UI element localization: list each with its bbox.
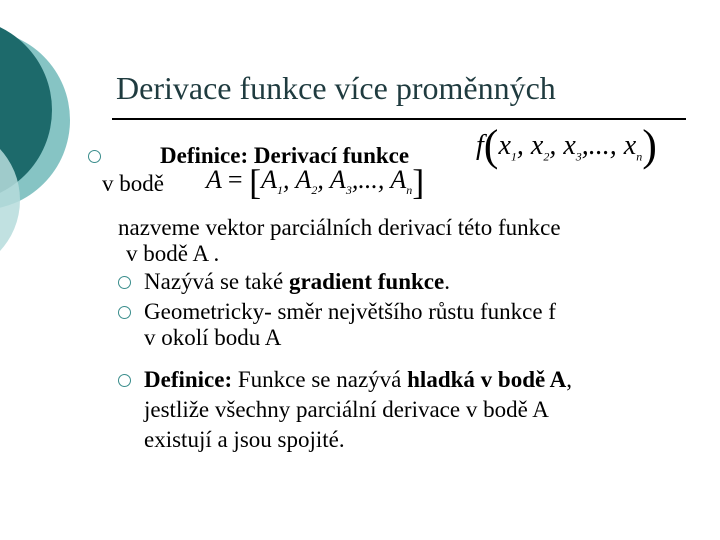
title-underline [112,118,686,120]
smooth-definition-line-3: existují a jsou spojité. [144,427,345,452]
function-formula: $f(x_1$, $x_2$, $x_3$,..., $x_n$) [476,121,657,170]
bullet-icon [118,306,131,319]
gradient-term: gradient funkce [288,269,445,294]
gradient-period: . [444,269,450,294]
gradient-text: Nazývá se také [144,269,289,294]
slide-title: Derivace funkce více proměnných [116,70,556,106]
decorative-circles [0,0,120,300]
smooth-comma: , [566,367,573,392]
smooth-definition-line-2: jestliže všechny parciální derivace v bodě A [144,397,549,422]
definition-label: Definice: [144,367,233,392]
bullet-icon [118,276,131,289]
gradient-line [144,268,450,296]
point-formula: $A = [A_1$, $A_2$, $A_3$,..., $A_n$] [206,162,425,202]
geometric-line-2: v okolí bodu A [144,325,282,350]
bullet-icon [118,374,131,387]
smooth-definition-line-1 [144,366,572,394]
definition-line-3: nazveme vektor parciálních derivací této funkce [118,215,561,240]
geometric-line-1: Geometricky- směr největšího růstu funkce f [144,299,556,324]
bullet-icon [88,150,101,163]
definition-line-4: v bodě A . [126,241,220,266]
smooth-text: Funkce se nazývá [232,367,408,392]
definition-line-2: v bodě [102,171,164,196]
smooth-term: hladká v bodě A [407,367,567,392]
definition-heading: Definice: Derivací funkce [160,143,410,168]
